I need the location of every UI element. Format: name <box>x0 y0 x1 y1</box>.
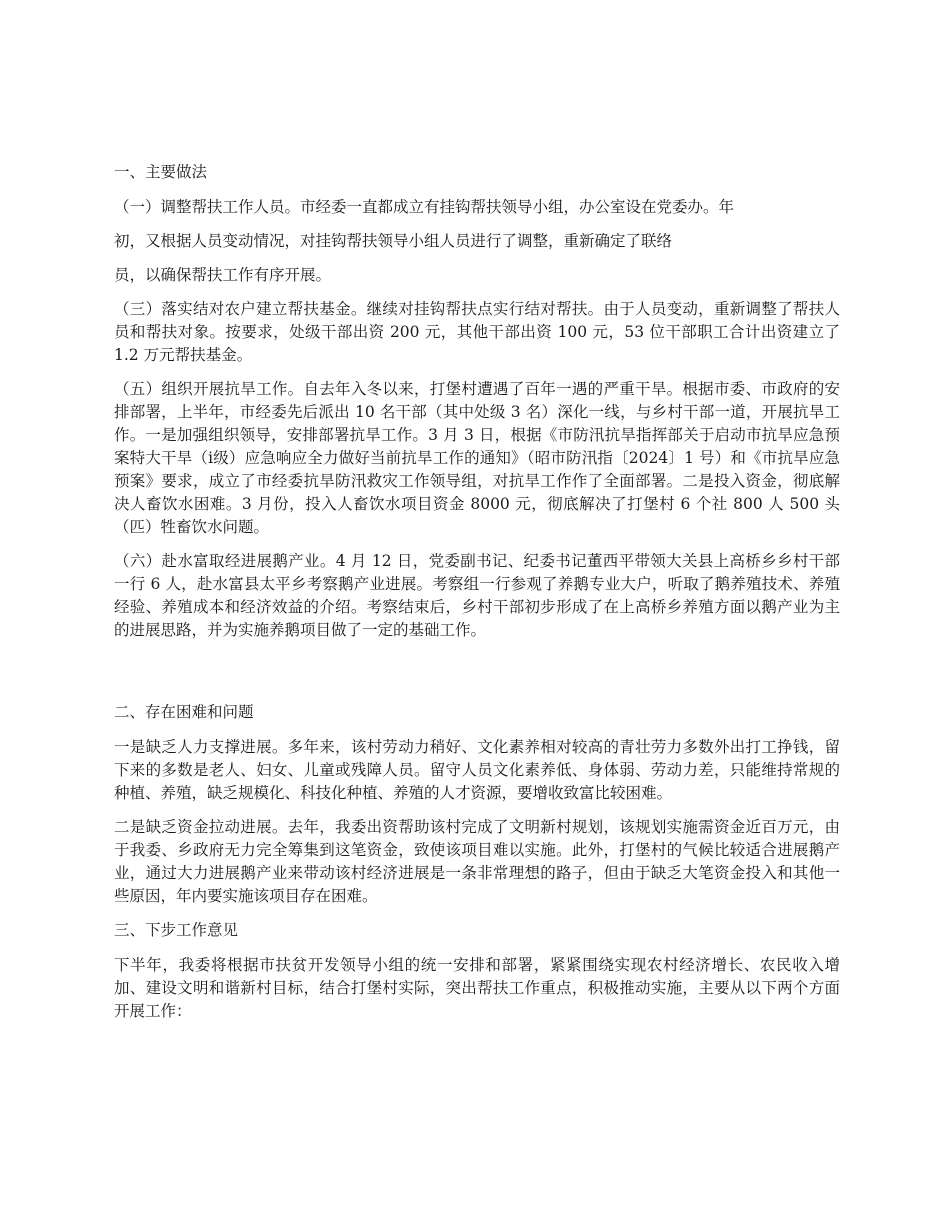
paragraph-assistance-fund: （三）落实结对农户建立帮扶基金。继续对挂钩帮扶点实行结对帮扶。由于人员变动，重新调整了帮扶人员和帮扶对象。按要求，处级干部出资 200 元，其他干部出资 100 元，53 位干部职工合计出资建立了 1.2 万元帮扶基金。 <box>114 300 840 364</box>
paragraph-adjust-staff-cont <box>114 230 840 253</box>
paragraph-next-plan: 下半年，我委将根据市扶贫开发领导小组的统一安排和部署，紧紧围绕实现农村经济增长、农民收入增加、建设文明和谐新村目标，结合打堡村实际，突出帮扶工作重点，积极推动实施，主要从以下两个方面开展工作： <box>114 956 840 1020</box>
paragraph-line: 员，以确保帮扶工作有序开展。 <box>114 266 332 284</box>
paragraph-line: 初，又根据人员变动情况，对挂钩帮扶领导小组人员进行了调整，重新确定了联络 <box>114 232 673 250</box>
section-heading-next-steps: 三、下步工作意见 <box>114 921 239 939</box>
section-spacer <box>114 653 840 701</box>
paragraph-drought-relief: （五）组织开展抗旱工作。自去年入冬以来，打堡村遭遇了百年一遇的严重干旱。根据市委、市政府的安排部署，上半年，市经委先后派出 10 名干部（其中处级 3 名）深化一线，与乡村干部一道，开展抗旱工作。一是加强组织领导，安排部署抗旱工作。3 月 3 日，根据《市防汛抗旱指挥部关于启动市抗旱应急预案特大干旱（ⅰ级）应急响应全力做好当前抗旱工作的通知》（昭市防汛指〔2024〕1 号）和《市抗旱应急预案》要求，成立了市经委抗旱防汛救灾工作领导组，对抗旱工作作了全面部署。二是投入资金，彻底解决人畜饮水困难。3 月份，投入人畜饮水项目资金 8000 元，彻底解决了打堡村 6 个社 800 人 500 头（匹）牲畜饮水问题。 <box>114 380 840 536</box>
paragraph-goose-industry: （六）赴水富取经进展鹅产业。4 月 12 日，党委副书记、纪委书记董西平带领大关县上高桥乡乡村干部一行 6 人，赴水富县太平乡考察鹅产业进展。考察组一行参观了养鹅专业大户，听取了鹅养殖技术、养殖经验、养殖成本和经济效益的介绍。考察结束后，乡村干部初步形成了在上高桥乡养殖方面以鹅产业为主的进展思路，并为实施养鹅项目做了一定的基础工作。 <box>114 552 840 639</box>
paragraph-line: （一）调整帮扶工作人员。市经委一直都成立有挂钩帮扶领导小组，办公室设在党委办。年 <box>114 198 735 216</box>
document-body <box>114 161 840 1034</box>
paragraph-adjust-staff <box>114 196 840 219</box>
paragraph-lack-funds: 二是缺乏资金拉动进展。去年，我委出资帮助该村完成了文明新村规划，该规划实施需资金近百万元，由于我委、乡政府无力完全筹集到这笔资金，致使该项目难以实施。此外，打堡村的气候比较适合进展鹅产业，通过大力进展鹅产业来带动该村经济进展是一条非常理想的路子，但由于缺乏大笔资金投入和其他一些原因，年内要实施该项目存在困难。 <box>114 818 840 905</box>
section-heading-difficulties: 二、存在困难和问题 <box>114 703 254 721</box>
paragraph-lack-labor: 一是缺乏人力支撑进展。多年来，该村劳动力稍好、文化素养相对较高的青壮劳力多数外出打工挣钱，留下来的多数是老人、妇女、儿童或残障人员。留守人员文化素养低、身体弱、劳动力差，只能维持常规的种植、养殖，缺乏规模化、科技化种植、养殖的人才资源，要增收致富比较困难。 <box>114 738 840 802</box>
section-heading-main-practices: 一、主要做法 <box>114 163 208 181</box>
paragraph-adjust-staff-end <box>114 264 840 287</box>
